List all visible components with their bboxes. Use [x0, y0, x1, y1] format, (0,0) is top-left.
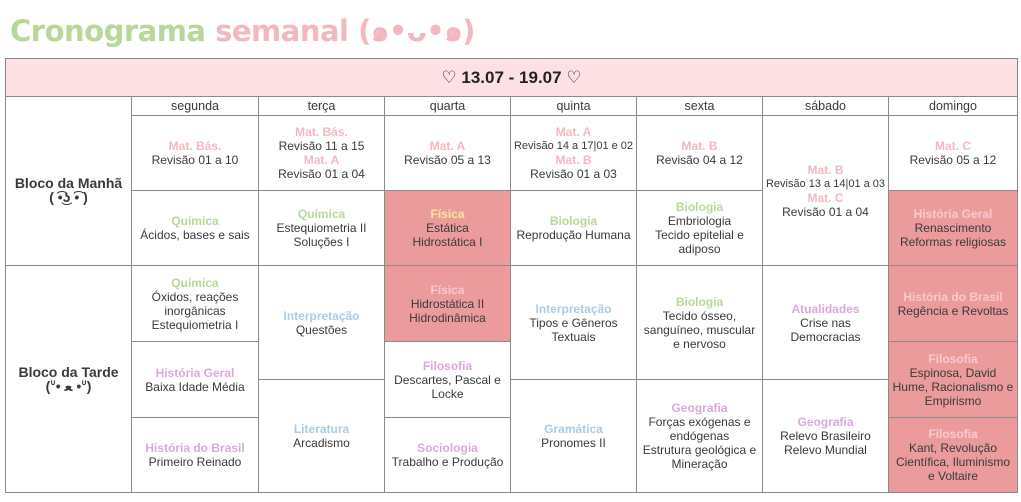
- title-part-2: semanal (๑•ᴗ•๑): [215, 14, 475, 48]
- day-header-thu: quinta: [511, 97, 637, 116]
- topic-label: Primeiro Reinado: [148, 455, 242, 469]
- topic-label: Revisão 05 a 13: [404, 153, 491, 167]
- cell-fri-a2: [637, 380, 763, 493]
- cell-mon-a3: [132, 418, 259, 493]
- subject-label: Gramática: [544, 422, 603, 436]
- topic-label: Estequiometria II: [276, 221, 367, 235]
- subject-label: Mat. B: [681, 139, 718, 153]
- topic-label: Relevo Brasileiro: [780, 429, 871, 443]
- subject-label: Mat. A: [303, 153, 340, 167]
- cell-fri-a1: [637, 266, 763, 380]
- cell-sun-a1: [889, 266, 1018, 342]
- day-header-sun: domingo: [889, 97, 1018, 116]
- block-afternoon-face: (ᐡ• ﻌ •ᐡ): [45, 378, 92, 394]
- topic-label: Renascimento: [914, 221, 992, 235]
- topic-label: Estequiometria I: [151, 317, 239, 332]
- corner-cell: [6, 97, 132, 116]
- day-header-sat: sábado: [763, 97, 889, 116]
- topic-label: Ácidos, bases e sais: [140, 228, 250, 242]
- subject-label: Mat. Bás.: [295, 125, 348, 139]
- cell-wed-a3: [385, 418, 511, 493]
- cell-sun-m2: [889, 191, 1018, 266]
- subject-label: Mat. C: [807, 190, 844, 205]
- topic-label: Reformas religiosas: [899, 235, 1007, 249]
- topic-label: Embriologia: [667, 214, 732, 228]
- topic-label: Revisão 05 a 12: [909, 153, 997, 167]
- subject-label: Biologia: [675, 294, 724, 309]
- cell-sun-m1: [889, 116, 1018, 191]
- day-header-mon: segunda: [132, 97, 259, 116]
- topic-label: Baixa Idade Média: [145, 379, 245, 394]
- topic-label: Hidrostática I: [412, 235, 483, 249]
- cell-sat-m: [763, 116, 889, 266]
- subject-label: Filosofia: [928, 427, 978, 441]
- topic-label: Arcadismo: [293, 436, 350, 450]
- topic-label: Regência e Revoltas: [897, 303, 1009, 318]
- subject-label: Mat. B: [555, 153, 592, 167]
- subject-label: Interpretação: [283, 308, 360, 323]
- topic-label: Estática: [426, 221, 469, 235]
- cell-fri-m2: [637, 191, 763, 266]
- subject-label: Química: [171, 275, 219, 290]
- topic-label: Tecido ósseo, sanguíneo, muscular e nervoso: [643, 308, 756, 351]
- topic-label: Revisão 01 a 03: [530, 167, 617, 181]
- topic-label: Reprodução Humana: [516, 228, 631, 242]
- subject-label: Interpretação: [535, 301, 612, 316]
- cell-wed-m1: [385, 116, 511, 191]
- cell-mon-a2: [132, 342, 259, 418]
- subject-label: Biologia: [675, 200, 724, 214]
- subject-label: Sociologia: [417, 441, 478, 455]
- subject-label: Física: [430, 207, 465, 221]
- cell-thu-m1: [511, 116, 637, 191]
- cell-tue-a2: [259, 380, 385, 493]
- cell-sat-a1: [763, 266, 889, 380]
- topic-label: Relevo Mundial: [784, 443, 867, 457]
- subject-label: História do Brasil: [903, 289, 1003, 304]
- topic-label: Revisão 04 a 12: [656, 153, 743, 167]
- cell-tue-m2: [259, 191, 385, 266]
- week-range: ♡ 13.07 - 19.07 ♡: [6, 59, 1018, 97]
- subject-label: Geografia: [797, 415, 854, 429]
- cell-wed-a2: [385, 342, 511, 418]
- topic-label: Revisão 14 a 17|01 e 02: [513, 140, 634, 152]
- topic-label: Soluções I: [293, 235, 350, 249]
- topic-label: Revisão 01 a 04: [278, 167, 365, 181]
- subject-label: Física: [430, 282, 465, 297]
- cell-mon-m1: [132, 116, 259, 191]
- topic-label: Revisão 01 a 04: [782, 204, 869, 219]
- subject-label: História Geral: [913, 207, 993, 221]
- topic-label: Kant, Revolução Científica, Iluminismo e Voltaire: [895, 441, 1011, 483]
- cell-mon-a1: [132, 266, 259, 342]
- subject-label: Mat. A: [555, 125, 592, 139]
- cell-sun-a2: [889, 342, 1018, 418]
- topic-label: Pronomes II: [541, 436, 606, 450]
- block-morning-face: ( ͡•͜ʖ ͡• ): [49, 189, 88, 206]
- topic-label: Estrutura geológica e Mineração: [642, 443, 757, 471]
- subject-label: Filosofia: [422, 358, 473, 373]
- cell-sat-a2: [763, 380, 889, 493]
- topic-label: Tecido epitelial e adiposo: [655, 228, 744, 256]
- topic-label: Questões: [295, 322, 348, 337]
- topic-label: Espinosa, David Hume, Racionalismo e Empirismo: [892, 365, 1014, 408]
- cell-sun-a3: [889, 418, 1018, 493]
- day-header-fri: sexta: [637, 97, 763, 116]
- page-title: [10, 8, 475, 54]
- topic-label: Óxidos, reações inorgânicas: [151, 289, 239, 318]
- block-afternoon-name: Bloco da Tarde: [18, 364, 119, 380]
- subject-label: Mat. Bás.: [168, 139, 222, 153]
- day-header-tue: terça: [259, 97, 385, 116]
- topic-label: Revisão 01 a 10: [151, 153, 239, 167]
- subject-label: Mat. C: [935, 139, 971, 153]
- subject-label: Química: [171, 214, 219, 228]
- cell-tue-a1: [259, 266, 385, 380]
- topic-label: Crise nas Democracias: [790, 315, 861, 344]
- topic-label: Forças exógenas e endógenas: [648, 415, 751, 443]
- cell-fri-m1: [637, 116, 763, 191]
- title-part-1: Cronograma: [10, 14, 206, 48]
- topic-label: Tipos e Gêneros Textuais: [529, 315, 618, 344]
- subject-label: Mat. B: [807, 162, 844, 177]
- subject-label: História do Brasil: [145, 441, 245, 455]
- topic-label: Revisão 11 a 15: [278, 139, 365, 153]
- block-morning: [6, 116, 132, 266]
- cell-thu-a1: [511, 266, 637, 380]
- block-morning-name: Bloco da Manhã: [14, 175, 123, 192]
- topic-label: Hidrodinâmica: [409, 310, 486, 325]
- cell-wed-a1: [385, 266, 511, 342]
- cell-mon-m2: [132, 191, 259, 266]
- topic-label: Trabalho e Produção: [391, 455, 504, 469]
- block-afternoon: [6, 266, 132, 493]
- subject-label: Mat. A: [429, 139, 466, 153]
- topic-label: Descartes, Pascal e Locke: [394, 372, 501, 401]
- subject-label: Geografia: [671, 401, 728, 415]
- day-header-wed: quarta: [385, 97, 511, 116]
- cell-thu-m2: [511, 191, 637, 266]
- cell-tue-m1: [259, 116, 385, 191]
- subject-label: Biologia: [549, 214, 598, 228]
- subject-label: Atualidades: [791, 301, 860, 316]
- topic-label: Revisão 13 a 14|01 a 03: [765, 177, 886, 190]
- subject-label: História Geral: [155, 365, 235, 380]
- subject-label: Literatura: [293, 422, 350, 436]
- topic-label: Hidrostática II: [410, 296, 485, 311]
- cell-thu-a2: [511, 380, 637, 493]
- schedule-table: [5, 58, 1018, 493]
- subject-label: Química: [297, 207, 346, 221]
- subject-label: Filosofia: [928, 351, 978, 366]
- cell-wed-m2: [385, 191, 511, 266]
